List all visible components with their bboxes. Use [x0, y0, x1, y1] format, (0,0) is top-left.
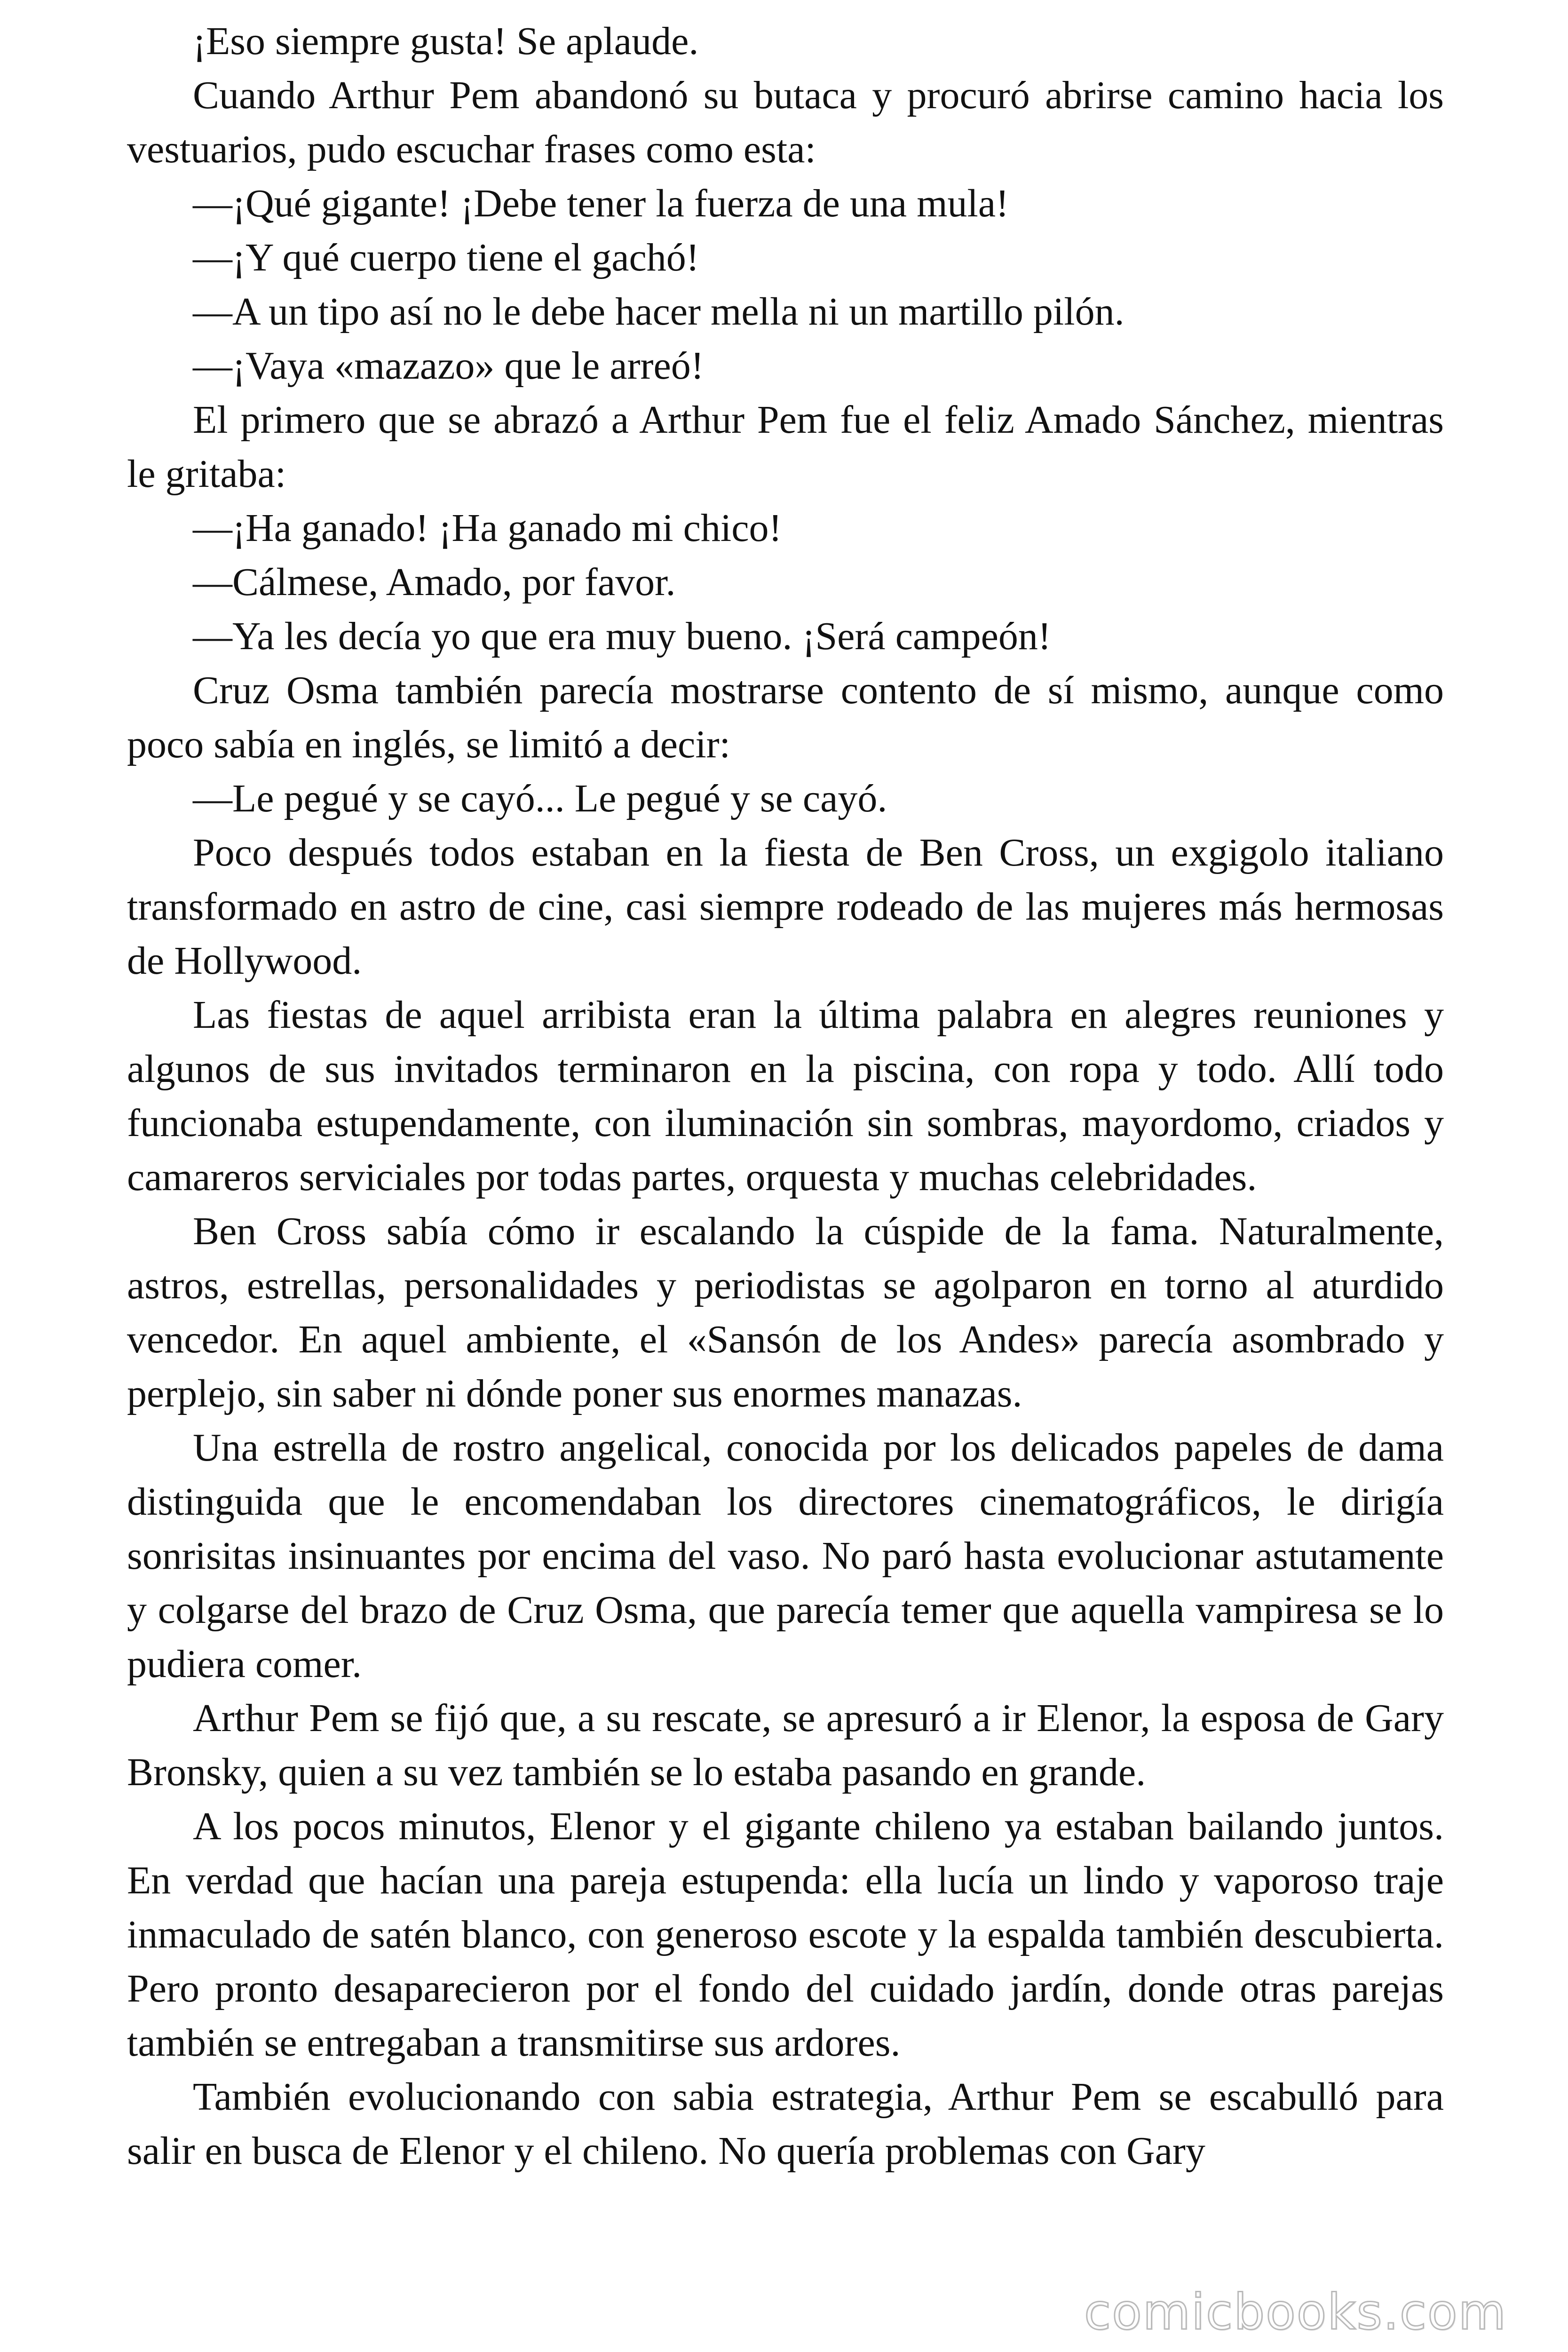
paragraph: Arthur Pem se fijó que, a su rescate, se apresuró a ir Elenor, la esposa de Gary Bronsky, quien a su vez también se lo estaba pasando en grande. [127, 1696, 1444, 1794]
paragraph: A los pocos minutos, Elenor y el gigante chileno ya estaban bailando juntos. En verdad que hacían una pareja estupenda: ella lucía un lindo y vaporoso traje inmaculado de satén blanco, con generoso escote y la espalda también descubierta. Pero pronto desaparecieron por el fondo del cuidado jardín, donde otras parejas también se entregaban a transmitirse sus ardores. [127, 1804, 1444, 2065]
paragraph: El primero que se abrazó a Arthur Pem fue el feliz Amado Sánchez, mientras le gritaba: [127, 398, 1444, 496]
paragraph: —Le pegué y se cayó... Le pegué y se cayó. [193, 777, 887, 820]
paragraph: Ben Cross sabía cómo ir escalando la cúspide de la fama. Naturalmente, astros, estrellas, personalidades y periodistas se agolparon en torno al aturdido vencedor. En aquel ambiente, el «Sansón de los Andes» parecía asombrado y perplejo, sin saber ni dónde poner sus enormes manazas. [127, 1209, 1444, 1415]
paragraph: ¡Eso siempre gusta! Se aplaude. [193, 19, 699, 63]
paragraph: Cuando Arthur Pem abandonó su butaca y procuró abrirse camino hacia los vestuarios, pudo escuchar frases como esta: [127, 73, 1444, 171]
paragraph: Poco después todos estaban en la fiesta de Ben Cross, un exgigolo italiano transformado en astro de cine, casi siempre rodeado de las mujeres más hermosas de Hollywood. [127, 831, 1444, 983]
paragraph: —Cálmese, Amado, por favor. [193, 560, 676, 604]
paragraph: —Ya les decía yo que era muy bueno. ¡Será campeón! [193, 614, 1051, 658]
paragraph: —¡Y qué cuerpo tiene el gachó! [193, 236, 699, 279]
paragraph: También evolucionando con sabia estrategia, Arthur Pem se escabulló para salir en busca de Elenor y el chileno. No quería problemas con Gary [127, 2075, 1444, 2173]
watermark-text: comicbooks.com [1084, 2283, 1507, 2341]
paragraph: Una estrella de rostro angelical, conocida por los delicados papeles de dama distinguida que le encomendaban los directores cinematográficos, le dirigía sonrisitas insinuantes por encima del vaso. No paró hasta evolucionar astutamente y colgarse del brazo de Cruz Osma, que parecía temer que aquella vampiresa se lo pudiera comer. [127, 1426, 1444, 1686]
paragraph: Cruz Osma también parecía mostrarse contento de sí mismo, aunque como poco sabía en inglés, se limitó a decir: [127, 668, 1444, 766]
page-body [127, 14, 1444, 2178]
paragraph: —¡Qué gigante! ¡Debe tener la fuerza de una mula! [193, 182, 1009, 225]
paragraph: —¡Vaya «mazazo» que le arreó! [193, 344, 704, 388]
paragraph: —A un tipo así no le debe hacer mella ni un martillo pilón. [193, 290, 1125, 334]
paragraph: —¡Ha ganado! ¡Ha ganado mi chico! [193, 506, 782, 550]
paragraph: Las fiestas de aquel arribista eran la última palabra en alegres reuniones y algunos de sus invitados terminaron en la piscina, con ropa y todo. Allí todo funcionaba estupendamente, con iluminación sin sombras, mayordomo, criados y camareros serviciales por todas partes, orquesta y muchas celebridades. [127, 993, 1444, 1199]
